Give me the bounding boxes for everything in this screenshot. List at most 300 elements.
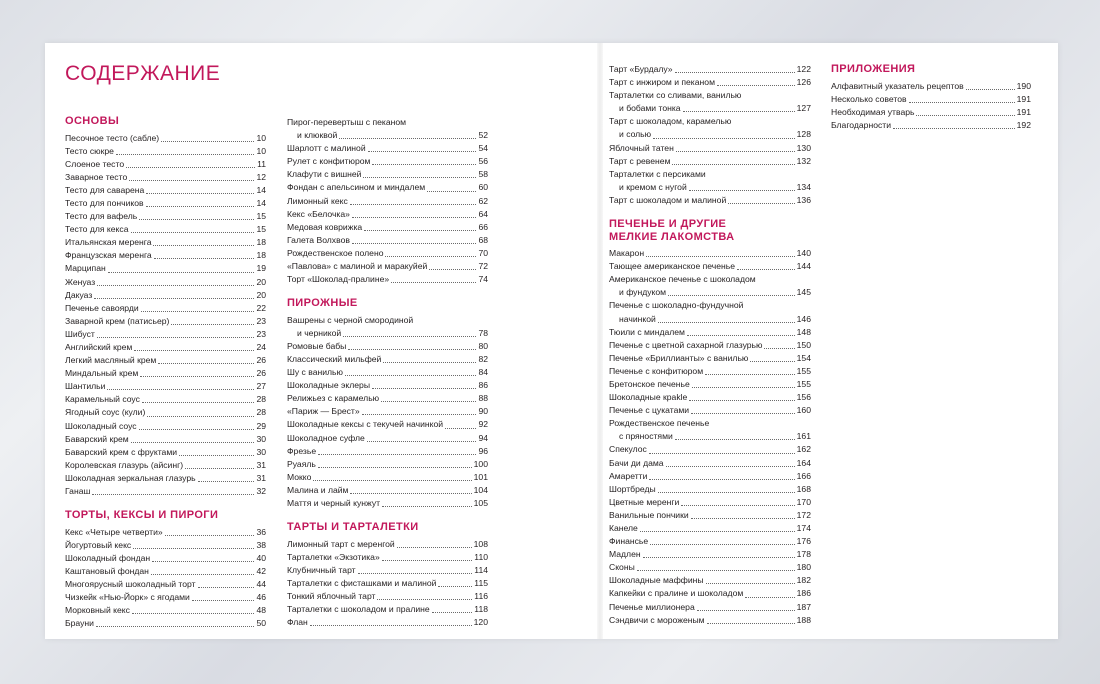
entry-page-number: 20 (256, 276, 266, 287)
toc-entry[interactable] (287, 590, 488, 603)
toc-entry[interactable] (65, 420, 266, 433)
dot-leader (350, 204, 477, 205)
toc-entry[interactable] (65, 393, 266, 406)
dot-leader (343, 336, 476, 337)
entry-title: Шоколадная зеркальная глазурь (65, 472, 196, 483)
toc-entry[interactable] (609, 273, 811, 299)
entry-page-number: 187 (796, 601, 811, 612)
dot-leader (737, 269, 795, 270)
entry-title: Кекс «Белочка» (287, 208, 350, 219)
toc-entry[interactable] (65, 552, 266, 565)
entry-title: Тарталетки «Экзотика» (287, 551, 380, 562)
toc-entry[interactable] (609, 168, 811, 194)
entry-title: Чизкейк «Нью-Йорк» с ягодами (65, 592, 190, 603)
dot-leader (675, 72, 795, 73)
toc-entry[interactable] (609, 260, 811, 273)
dot-leader (643, 557, 795, 558)
toc-entry[interactable] (287, 168, 488, 181)
entry-page-number: 108 (473, 538, 488, 549)
entry-title-continued: и фундуком (619, 287, 667, 298)
toc-entry[interactable] (609, 496, 811, 509)
toc-entry[interactable] (609, 574, 811, 587)
entry-title: Тающее американское печенье (609, 261, 736, 272)
entry-page-number: 140 (796, 248, 811, 259)
toc-entry[interactable] (609, 614, 811, 627)
entry-title: Тарталетки со сливами, ванилью (609, 90, 742, 101)
toc-entry[interactable] (287, 116, 488, 142)
toc-entry[interactable] (609, 548, 811, 561)
entry-page-number: 11 (257, 158, 266, 169)
toc-entry[interactable] (287, 314, 488, 340)
dot-leader (672, 164, 794, 165)
entry-title: Легкий масляный крем (65, 355, 157, 366)
toc-entry[interactable] (609, 76, 811, 89)
toc-entry[interactable] (65, 145, 266, 158)
entry-page-number: 146 (796, 313, 811, 324)
entry-title-continued: и солью (619, 129, 652, 140)
toc-entry[interactable] (65, 591, 266, 604)
toc-entry[interactable] (287, 564, 488, 577)
toc-entry[interactable] (65, 302, 266, 315)
entry-title: Амаретти (609, 470, 648, 481)
dot-leader (397, 547, 472, 548)
entry-row (609, 102, 811, 115)
entry-page-number: 156 (796, 392, 811, 403)
toc-entry[interactable] (65, 315, 266, 328)
entry-title: Французская меренга (65, 250, 152, 261)
toc-entry[interactable] (287, 221, 488, 234)
toc-entry[interactable] (65, 472, 266, 485)
dot-leader (185, 468, 254, 469)
toc-entry[interactable] (609, 443, 811, 456)
entry-title: Шоколадный фондан (65, 552, 151, 563)
entry-title: Печенье с шоколадно-фундучной (609, 300, 744, 311)
toc-entry[interactable] (609, 365, 811, 378)
toc-entry[interactable] (287, 340, 488, 353)
dot-leader (146, 206, 255, 207)
section-title: ПИРОЖНЫЕ (287, 297, 358, 310)
toc-entry[interactable] (65, 223, 266, 236)
entry-title: Несколько советов (831, 93, 907, 104)
toc-entry[interactable] (65, 459, 266, 472)
entry-page-number: 24 (256, 342, 266, 352)
toc-entry[interactable] (609, 247, 811, 260)
dot-leader (352, 217, 477, 218)
entry-title: Шортбреды (609, 483, 656, 494)
entry-page-number: 104 (473, 484, 488, 495)
entry-page-number: 188 (796, 614, 811, 625)
entry-title-continued: и бобами тонка (619, 103, 681, 114)
toc-entry[interactable] (609, 483, 811, 496)
dot-leader (681, 505, 794, 506)
dot-leader (649, 453, 795, 454)
dot-leader (692, 387, 795, 388)
toc-list (287, 538, 488, 630)
toc-entry[interactable] (65, 328, 266, 341)
toc-entry[interactable] (65, 539, 266, 552)
toc-entry[interactable] (287, 445, 488, 458)
entry-title: Бретонское печенье (609, 378, 690, 389)
dot-leader (653, 138, 795, 139)
entry-title: Вашрены с черной смородиной (287, 314, 414, 325)
entry-title: Классический мильфей (287, 354, 382, 364)
dot-leader (432, 612, 473, 613)
toc-entry[interactable] (65, 406, 266, 419)
toc-list (65, 132, 266, 499)
dot-leader (909, 102, 1015, 103)
dot-leader (107, 389, 254, 390)
entry-title: Печенье с цветной сахарной глазурью (609, 339, 763, 350)
entry-page-number: 29 (256, 420, 266, 431)
dot-leader (97, 337, 255, 338)
toc-entry[interactable] (609, 378, 811, 391)
entry-page-number: 84 (478, 367, 488, 378)
toc-entry[interactable] (287, 484, 488, 497)
entry-title: Йогуртовый кекс (65, 539, 132, 550)
dot-leader (146, 193, 254, 194)
toc-entry[interactable] (65, 485, 266, 498)
dot-leader (445, 428, 476, 429)
toc-entry[interactable] (609, 470, 811, 483)
toc-entry[interactable] (609, 142, 811, 155)
toc-entry[interactable] (287, 379, 488, 392)
toc-entry[interactable] (65, 380, 266, 393)
dot-leader (706, 583, 795, 584)
toc-entry[interactable] (287, 432, 488, 445)
toc-entry[interactable] (609, 63, 811, 76)
toc-entry[interactable] (65, 171, 266, 184)
entry-title: Ганаш (65, 486, 91, 497)
toc-entry[interactable] (609, 326, 811, 339)
dot-leader (383, 362, 476, 363)
entry-page-number: 161 (796, 431, 811, 442)
dot-leader (318, 454, 476, 455)
entry-page-number: 94 (478, 432, 488, 443)
entry-title: Рождественское печенье (609, 418, 710, 429)
entry-page-number: 110 (474, 551, 488, 562)
toc-entry[interactable] (65, 210, 266, 223)
toc-entry[interactable] (609, 561, 811, 574)
entry-title: Печенье с конфитюром (609, 365, 704, 376)
entry-title: Слоеное тесто (65, 158, 125, 169)
entry-title: Рождественское полено (287, 247, 384, 258)
toc-entry[interactable] (287, 603, 488, 616)
entry-page-number: 178 (796, 549, 811, 560)
entry-title-continued: и черникой (297, 327, 342, 338)
entry-page-number: 10 (256, 132, 266, 143)
toc-entry[interactable] (65, 236, 266, 249)
dot-leader (141, 311, 255, 312)
entry-title: Маття и черный кунжут (287, 498, 381, 509)
toc-entry[interactable] (287, 551, 488, 564)
toc-entry[interactable] (831, 93, 1031, 106)
dot-leader (96, 626, 254, 627)
entry-page-number: 190 (1016, 80, 1031, 91)
entry-page-number: 22 (256, 302, 266, 313)
entry-page-number: 96 (478, 445, 488, 456)
entry-page-number: 74 (478, 274, 488, 285)
entry-row (287, 327, 488, 340)
toc-entry[interactable] (609, 457, 811, 470)
entry-title: Руаяль (287, 458, 316, 469)
toc-entry[interactable] (287, 155, 488, 168)
entry-page-number: 10 (256, 145, 266, 156)
toc-entry[interactable] (287, 234, 488, 247)
entry-row (609, 128, 811, 141)
entry-page-number: 30 (256, 433, 266, 444)
entry-title: Печенье с цукатами (609, 405, 690, 416)
entry-page-number: 155 (796, 365, 811, 376)
dot-leader (362, 414, 477, 415)
dot-leader (372, 388, 476, 389)
entry-page-number: 50 (256, 618, 266, 629)
toc-entry[interactable] (287, 577, 488, 590)
entry-page-number: 148 (796, 326, 811, 337)
dot-leader (745, 597, 794, 598)
entry-title: Яблочный татен (609, 142, 674, 153)
dot-leader (171, 324, 254, 325)
entry-page-number: 18 (256, 250, 266, 261)
toc-entry[interactable] (65, 132, 266, 145)
entry-title: Галета Волхвов (287, 234, 350, 245)
toc-entry[interactable] (287, 458, 488, 471)
dot-leader (358, 573, 473, 574)
entry-title-continued: и кремом с нугой (619, 181, 687, 192)
toc-entry[interactable] (609, 89, 811, 115)
toc-entry[interactable] (65, 617, 266, 630)
toc-entry[interactable] (65, 446, 266, 459)
toc-entry[interactable] (609, 299, 811, 325)
dot-leader (728, 203, 794, 204)
dot-leader (966, 89, 1015, 90)
dot-leader (683, 111, 795, 112)
toc-entry[interactable] (609, 404, 811, 417)
entry-title: «Париж — Брест» (287, 406, 360, 417)
toc-entry[interactable] (287, 616, 488, 629)
toc-entry[interactable] (65, 262, 266, 275)
book-gutter (597, 43, 603, 639)
contents-column-1 (65, 115, 266, 641)
entry-title: Шарлотт с малиной (287, 143, 366, 154)
toc-entry[interactable] (609, 339, 811, 352)
toc-entry[interactable] (65, 289, 266, 302)
entry-page-number: 88 (478, 393, 488, 404)
dot-leader (192, 600, 255, 601)
toc-entry[interactable] (65, 433, 266, 446)
entry-page-number: 36 (256, 526, 266, 537)
entry-page-number: 15 (256, 211, 266, 222)
entry-page-number: 191 (1016, 93, 1031, 104)
entry-page-number: 31 (256, 459, 266, 470)
book-spread (45, 43, 1058, 639)
toc-entry[interactable] (65, 184, 266, 197)
entry-page-number: 26 (256, 368, 266, 379)
toc-entry[interactable] (65, 341, 266, 354)
entry-title: Брауни (65, 618, 94, 629)
toc-entry[interactable] (65, 565, 266, 578)
toc-entry[interactable] (831, 106, 1031, 119)
dot-leader (689, 190, 795, 191)
entry-title: Канеле (609, 523, 638, 533)
entry-page-number: 116 (474, 591, 488, 601)
entry-title: Шоколадный соус (65, 420, 137, 431)
entry-title: Тюили с миндалем (609, 326, 685, 337)
dot-leader (140, 376, 254, 377)
toc-entry[interactable] (287, 392, 488, 405)
toc-entry[interactable] (65, 578, 266, 591)
dot-leader (151, 574, 255, 575)
entry-page-number: 42 (256, 565, 266, 576)
toc-entry[interactable] (287, 353, 488, 366)
section-title: ОСНОВЫ (65, 115, 120, 127)
toc-entry[interactable] (287, 195, 488, 208)
dot-leader (750, 361, 794, 362)
entry-page-number: 176 (796, 536, 811, 547)
dot-leader (658, 492, 795, 493)
dot-leader (427, 191, 476, 192)
entry-page-number: 28 (256, 394, 266, 405)
toc-entry[interactable] (609, 115, 811, 141)
toc-entry[interactable] (65, 354, 266, 367)
entry-title: Ванильные пончики (609, 509, 689, 520)
entry-title: Тесто сюкре (65, 145, 114, 156)
toc-entry[interactable] (287, 497, 488, 510)
entry-page-number: 145 (796, 287, 811, 298)
dot-leader (429, 269, 476, 270)
entry-title: Сконы (609, 562, 635, 573)
dot-leader (352, 243, 477, 244)
entry-page-number: 166 (796, 470, 811, 481)
entry-title: Шоколадные эклеры (287, 380, 370, 391)
dot-leader (92, 494, 254, 495)
dot-leader (676, 151, 795, 152)
entry-page-number: 150 (796, 339, 811, 350)
entry-title: Релижьез с карамелью (287, 393, 380, 404)
entry-page-number: 82 (478, 354, 488, 364)
entry-page-number: 80 (478, 340, 488, 351)
dot-leader (116, 154, 255, 155)
entry-title: Печенье «Бриллианты» с ванилью (609, 352, 749, 363)
entry-title: Необходимая утварь (831, 106, 915, 117)
entry-title: Многоярусный шоколадный торт (65, 579, 196, 589)
entry-title: «Павлова» с малиной и маракуйей (287, 261, 428, 272)
entry-page-number: 86 (478, 380, 488, 391)
toc-entry[interactable] (609, 417, 811, 443)
entry-page-number: 172 (796, 509, 811, 520)
entry-page-number: 23 (256, 328, 266, 339)
entry-page-number: 52 (478, 130, 488, 141)
entry-title: Сэндвичи с мороженым (609, 614, 705, 625)
entry-title: Шоколадное суфле (287, 432, 365, 443)
toc-entry[interactable] (609, 155, 811, 168)
toc-entry[interactable] (65, 158, 266, 171)
contents-title: СОДЕРЖАНИЕ (65, 62, 221, 85)
toc-entry[interactable] (609, 522, 811, 535)
toc-entry[interactable] (65, 276, 266, 289)
toc-entry[interactable] (287, 181, 488, 194)
entry-page-number: 126 (796, 77, 811, 88)
entry-title: Макарон (609, 248, 645, 259)
toc-entry[interactable] (65, 526, 266, 539)
entry-page-number: 31 (256, 472, 266, 483)
toc-entry[interactable] (287, 260, 488, 273)
dot-leader (154, 258, 255, 259)
toc-entry[interactable] (287, 142, 488, 155)
dot-leader (382, 506, 472, 507)
dot-leader (348, 349, 476, 350)
toc-entry[interactable] (287, 208, 488, 221)
section-title: ПЕЧЕНЬЕ И ДРУГИЕ МЕЛКИЕ ЛАКОМСТВА (609, 218, 735, 243)
entry-title: Тесто для вафель (65, 211, 138, 222)
entry-page-number: 54 (478, 143, 488, 154)
toc-entry[interactable] (65, 604, 266, 617)
dot-leader (198, 481, 255, 482)
toc-entry[interactable] (609, 535, 811, 548)
entry-page-number: 15 (256, 224, 266, 235)
toc-entry[interactable] (831, 119, 1031, 132)
dot-leader (339, 138, 476, 139)
toc-entry[interactable] (609, 587, 811, 600)
entry-page-number: 64 (478, 208, 488, 219)
toc-entry[interactable] (287, 366, 488, 379)
entry-title: Мадлен (609, 549, 641, 560)
dot-leader (318, 467, 472, 468)
toc-entry[interactable] (609, 194, 811, 207)
entry-page-number: 92 (478, 419, 488, 430)
dot-leader (649, 479, 794, 480)
entry-title: Шантильи (65, 381, 106, 392)
toc-entry[interactable] (65, 197, 266, 210)
entry-page-number: 12 (256, 171, 266, 182)
toc-entry[interactable] (287, 538, 488, 551)
toc-entry[interactable] (831, 80, 1031, 93)
dot-leader (675, 439, 795, 440)
toc-entry[interactable] (609, 509, 811, 522)
entry-page-number: 122 (796, 64, 811, 74)
toc-entry[interactable] (609, 601, 811, 614)
toc-entry[interactable] (65, 367, 266, 380)
toc-entry[interactable] (609, 391, 811, 404)
dot-leader (134, 350, 254, 351)
toc-entry[interactable] (65, 249, 266, 262)
entry-title: Лимонный кекс (287, 195, 348, 206)
dot-leader (139, 219, 254, 220)
section-title: ТАРТЫ И ТАРТАЛЕТКИ (287, 521, 419, 534)
dot-leader (198, 587, 255, 588)
toc-list (831, 80, 1031, 132)
entry-page-number: 144 (796, 261, 811, 272)
dot-leader (345, 375, 476, 376)
toc-entry[interactable] (287, 418, 488, 431)
entry-title: Тарт с шоколадом, карамелью (609, 116, 732, 127)
entry-page-number: 186 (796, 588, 811, 599)
dot-leader (916, 115, 1014, 116)
entry-page-number: 30 (256, 446, 266, 457)
toc-entry[interactable] (287, 247, 488, 260)
dot-leader (153, 245, 254, 246)
entry-row (609, 181, 811, 194)
toc-entry[interactable] (287, 471, 488, 484)
toc-entry[interactable] (287, 405, 488, 418)
dot-leader (640, 531, 795, 532)
dot-leader (391, 282, 476, 283)
toc-list (609, 63, 811, 207)
toc-entry[interactable] (609, 352, 811, 365)
entry-title: Шу с ванилью (287, 367, 343, 378)
toc-entry[interactable] (287, 273, 488, 286)
dot-leader (97, 285, 254, 286)
entry-title: Клубничный тарт (287, 564, 356, 575)
